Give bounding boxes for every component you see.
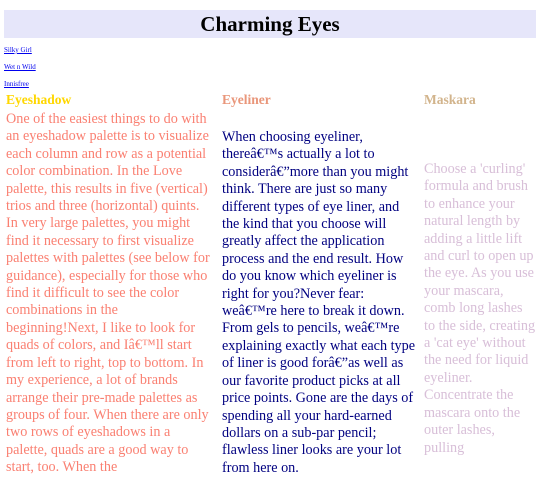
eyeshadow-text: One of the easiest things to do with an eyeshadow palette is to visualize each column and row as a potential color combination. In the Love palette, this results in five (vertical) trios and three (horizontal) quints. In very large palettes, you might find it necessary to first visualize palettes with palettes (see below for guidance), especially for those who find it difficult to see the color combinations in the beginning!Next, I like to look for quads of colors, and Iâ€™ll start from left to right, top to bottom. In my experience, a lot of brands arrange their pre-made palettes as groups of four. When there are only two rows of eyeshadows in a palette, quads are a good way to start, too. When the: [6, 111, 210, 476]
link-silky-girl[interactable]: Silky Girl: [4, 46, 32, 54]
eyeliner-heading: Eyeliner: [222, 92, 271, 107]
eyeliner-text: When choosing eyeliner, thereâ€™s actually a lot to considerâ€”more than you might think. There are just so many different types of eye liner, and the kind that you choose will greatly affect the application process and the end result. How do you know which eyeliner is right for you?Never fear: weâ€™re here to break it down. From gels to pencils, weâ€™re explaining exactly what each type of liner is good forâ€”as well as our favorite product picks at all price points. Gone are the days of spending all your hard-earned dollars on a sub-par pencil; flawless liner looks are your lot from here on.: [222, 129, 416, 476]
page-title: Charming Eyes: [200, 12, 340, 36]
link-wet-n-wild[interactable]: Wet n Wild: [4, 63, 36, 71]
header-bar: [4, 10, 536, 38]
eyeliner-section: [222, 91, 418, 477]
brand-links: [4, 46, 36, 97]
maskara-section: [424, 91, 536, 457]
eyeshadow-heading: Eyeshadow: [6, 92, 72, 107]
maskara-text: Choose a 'curling' formula and brush to enhance your natural length by adding a little lift and curl to open up the eye. As you use your mascara, comb long lashes to the side, creating a 'cat eye' without the need for liquid eyeliner. Concentrate the mascara onto the outer lashes, pulling: [424, 161, 536, 456]
maskara-heading: Maskara: [424, 92, 476, 107]
eyeshadow-section: [6, 91, 214, 477]
link-innisfree[interactable]: Innisfree: [4, 80, 29, 88]
